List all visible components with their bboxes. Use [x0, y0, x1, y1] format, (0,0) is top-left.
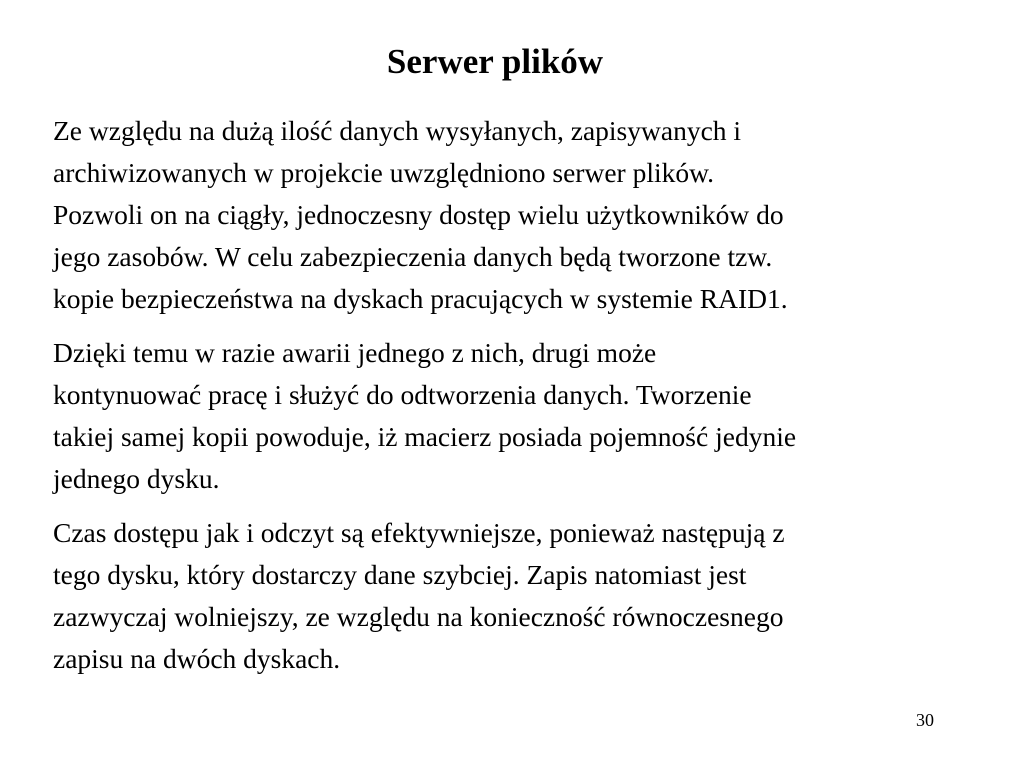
slide-number: 30 [916, 710, 934, 730]
paragraph-intro: Ze względu na dużą ilość danych wysyłanych, zapisywanych i archiwizowanych w projekcie uwzględniono serwer plików. Pozwoli on na ciągły, jednoczesny dostęp wielu użytkowników do jego zasobów. W celu zabezpieczenia danych będą tworzone tzw. kopie bezpieczeństwa na dyskach pracujących w systemie RAID1. [53, 115, 788, 314]
paragraph-raid-redundancy: Dzięki temu w razie awarii jednego z nich, drugi może kontynuować pracę i służyć do odtworzenia danych. Tworzenie takiej samej kopii powoduje, iż macierz posiada pojemność jedynie jednego dysku. [53, 337, 797, 494]
slide-body [53, 110, 988, 692]
paragraph-access-speed: Czas dostępu jak i odczyt są efektywniejsze, ponieważ następują z tego dysku, który dostarczy dane szybciej. Zapis natomiast jest zazwyczaj wolniejszy, ze względu na konieczność równoczesnego zapisu na dwóch dyskach. [53, 517, 785, 674]
slide-title: Serwer plików [386, 42, 604, 81]
